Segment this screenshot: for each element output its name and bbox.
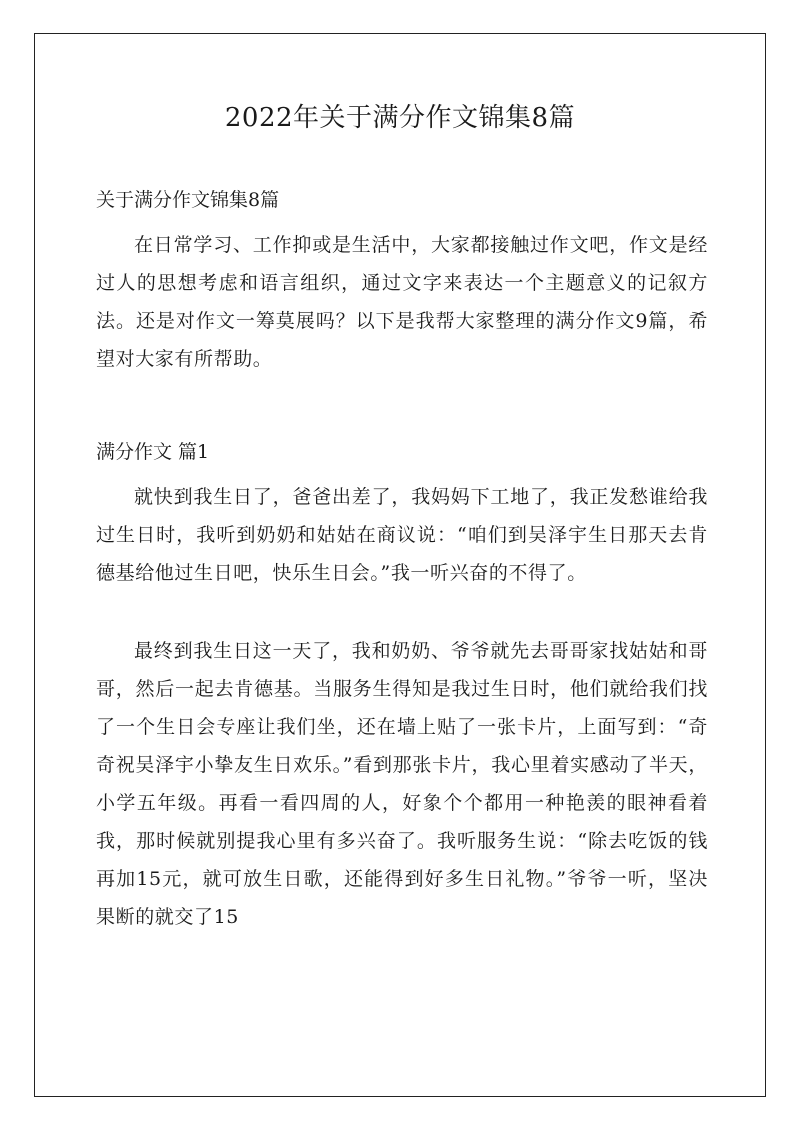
document-title: 2022年关于满分作文锦集8篇 bbox=[224, 103, 576, 133]
section-heading: 满分作文 篇1 bbox=[96, 441, 210, 463]
document-subtitle: 关于满分作文锦集8篇 bbox=[96, 189, 280, 211]
body-paragraph-1: 就快到我生日了，爸爸出差了，我妈妈下工地了，我正发愁谁给我过生日时，我听到奶奶和姑姑在商议说：“咱们到吴泽宇生日那天去肯德基给他过生日吧，快乐生日会。”我一听兴奋的不得了。 bbox=[96, 486, 708, 584]
intro-paragraph: 在日常学习、工作抑或是生活中，大家都接触过作文吧，作文是经过人的思想考虑和语言组织，通过文字来表达一个主题意义的记叙方法。还是对作文一筹莫展吗？以下是我帮大家整理的满分作文9篇，希望对大家有所帮助。 bbox=[96, 234, 708, 370]
body-paragraph-2: 最终到我生日这一天了，我和奶奶、爷爷就先去哥哥家找姑姑和哥哥，然后一起去肯德基。当服务生得知是我过生日时，他们就给我们找了一个生日会专座让我们坐，还在墙上贴了一张卡片，上面写到：“奇奇祝吴泽宇小挚友生日欢乐。”看到那张卡片，我心里着实感动了半天，小学五年级。再看一看四周的人，好象个个都用一种艳羡的眼神看着我，那时候就别提我心里有多兴奋了。我听服务生说：“除去吃饭的钱再加15元，就可放生日歌，还能得到好多生日礼物。”爷爷一听，坚决果断的就交了15 bbox=[96, 640, 708, 928]
